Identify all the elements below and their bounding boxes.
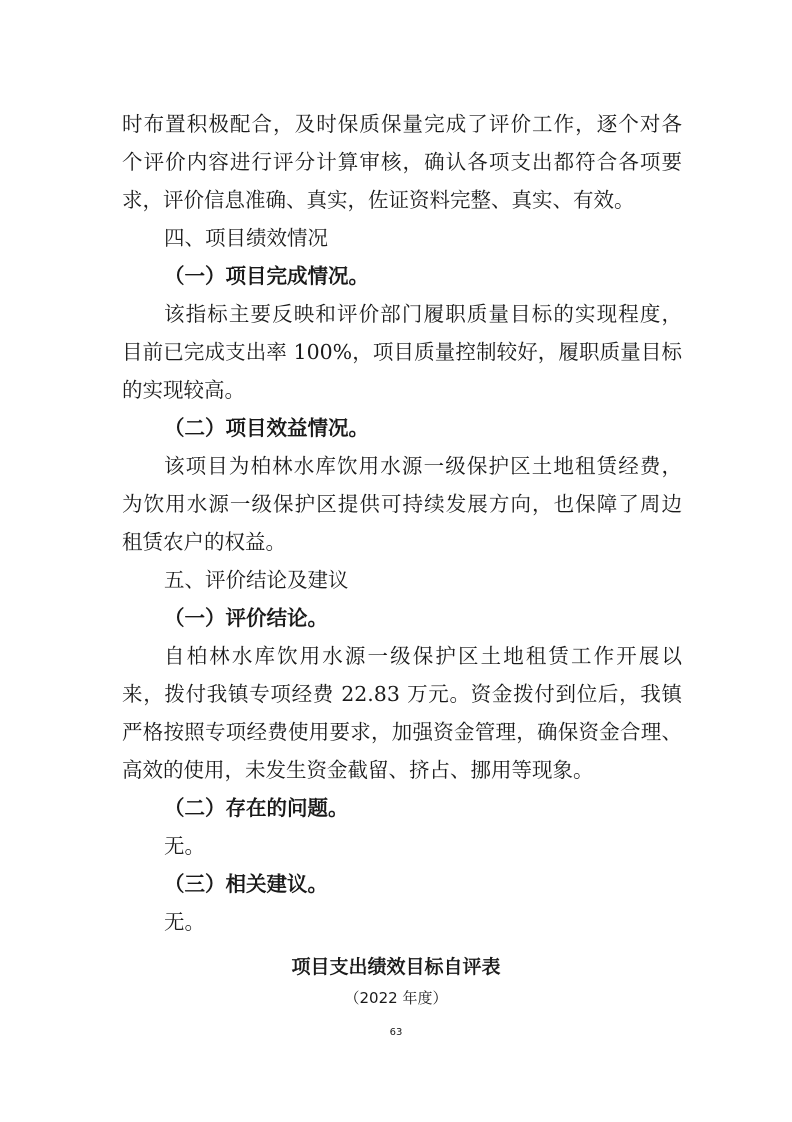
paragraph-line: 求，评价信息准确、真实，佐证资料完整、真实、有效。 [122, 188, 635, 212]
paragraph-line: 的实现较高。 [122, 378, 245, 402]
table-title: 项目支出绩效目标自评表 [291, 956, 501, 978]
subsection-heading: （二）存在的问题。 [164, 796, 349, 820]
section-heading: 四、项目绩效情况 [164, 226, 328, 250]
paragraph-line: 严格按照专项经费使用要求，加强资金管理，确保资金合理、 [122, 720, 682, 744]
paragraph-line: 时布置积极配合，及时保质保量完成了评价工作，逐个对各 [122, 112, 682, 136]
paragraph-line: 为饮用水源一级保护区提供可持续发展方向，也保障了周边 [122, 492, 682, 516]
paragraph-line: 自柏林水库饮用水源一级保护区土地租赁工作开展以 [164, 644, 682, 668]
paragraph-line: 无。 [164, 834, 205, 858]
paragraph-line: 个评价内容进行评分计算审核，确认各项支出都符合各项要 [122, 150, 682, 174]
subsection-heading: （一）评价结论。 [164, 606, 328, 630]
paragraph-line: 租赁农户的权益。 [122, 530, 286, 554]
table-subtitle: （2022 年度） [344, 989, 448, 1007]
subsection-heading: （一）项目完成情况。 [164, 264, 369, 288]
section-heading: 五、评价结论及建议 [164, 568, 349, 592]
paragraph-line: 该指标主要反映和评价部门履职质量目标的实现程度， [164, 302, 682, 326]
subsection-heading: （二）项目效益情况。 [164, 416, 369, 440]
paragraph-line: 高效的使用，未发生资金截留、挤占、挪用等现象。 [122, 758, 594, 782]
subsection-heading: （三）相关建议。 [164, 872, 328, 896]
paragraph-line: 无。 [164, 910, 205, 934]
paragraph-line: 目前已完成支出率 100%，项目质量控制较好，履职质量目标 [122, 340, 682, 364]
page-number: 63 [389, 1027, 403, 1038]
paragraph-line: 该项目为柏林水库饮用水源一级保护区土地租赁经费， [164, 454, 682, 478]
paragraph-line: 来，拨付我镇专项经费 22.83 万元。资金拨付到位后，我镇 [122, 682, 682, 706]
